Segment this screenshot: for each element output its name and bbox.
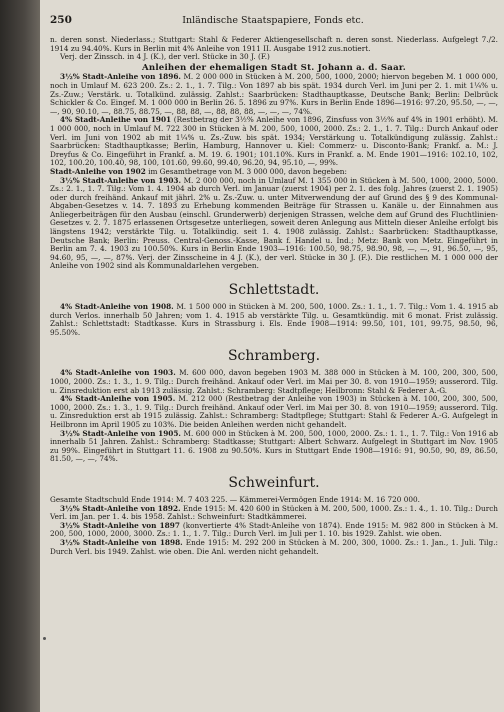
entry-text: (konvertierte 4% Stadt-Anleihe von 1874). Ende 1915: M. 982 800 in Stücken à M. 200, 500, 1000, 2000, 3000. Zs.: 1. 1., 1. 7. Tilg.: Durch Verl. im Juli per 1. 10. bis 1929. Zahlst. wie oben. [50,520,499,539]
entry-text: M. 2 000 000, noch in Umlauf M. 1 355 000 in Stücken à M. 500, 1000, 2000, 5000. Zs.: 2. 1., 1. 7. Tilg.: Vom 1. 4. 1904 ab durch Verl. im Januar (zuerst 1904) per 2. 1. des folg. Jahres (zuerst 2. 1. 1905) oder durch freihänd. Ankauf mit jährl. 2% u. Zs.-Zuw. u. unter Mitverwendung der auf Grund des § 9 des Kommunal-Abgaben-Gesetzes v. 14. 7. 1893 zu Erhebung kommenden Beiträge für Strassen u. Kanäle u. der Einnahmen aus Anliegerbeiträgen für den Ausbau (einschl. Grunderwerb) derjenigen Strassen, welche dem auf Grund des Fluchtlinien-Gesetzes v. 2. 7. 1875 erlassenen Ortsgesetze unterliegen, soweit deren Anlegung aus Mitteln dieser Anleihe erfolgt bis längstens 1942; verstärkte Tilg. u. Totalkündig. seit 1. 4. 1908 zulässig. Zahlst.: Saarbrücken: Stadthauptkasse, Deutsche Bank; Berlin: Preuss. Central-Genoss.-Kasse, Bank f. Handel u. Ind.; Metz: Bank von Metz. Eingeführt in Berlin am 7. 4. 1903 zu 100.50%. Kurs in Berlin Ende 1903—1916: 100.50, 98.75, 98.90, 98, —, —, 91, 96.50, —, 95, 94.60, 95, —, —, 87%. Verj. der Zinsscheine in 4 J. (K.), der verl. Stücke in 30 J. (F.). Die restlichen M. 1 000 000 der Anleihe von 1902 sind als Kommunaldarlehen vergeben. [50,175,498,271]
entry-text: M. 2 000 000 in Stücken à M. 200, 500, 1000, 2000; hiervon begeben M. 1 000 000, noch in Umlauf M. 623 200. Zs.: 2. 1., 1. 7. Tilg.: Von 1897 ab bis spät. 1934 durch Verl. im Juni per 2. 1. mit 1¼% u. Zs.-Zuw.; Verstärk. u. Totalkünd. zulässig. Zahlst.: Saarbrücken: Stadthauptkasse, Deutsche Bank; Berlin: Delbrück Schickler & Co. Eingef. M. 1 000 000 in Berlin 26. 5. 1896 zu 97%. Kurs in Berlin Ende 1896—1916: 97.20, 95.50, —, —, —, 90, 90.10, —, 88.75, 88.75, —, 88, 88, —, 88, 88, 88, —, —, —, 74%. [50,72,498,116]
page-speck [43,637,46,640]
section-heading: Anleihen der ehemaligen Stadt St. Johann a. d. Saar. [142,62,406,73]
loan-entry [50,116,498,168]
city-heading: Schramberg. [227,348,321,365]
entry-text: Gesamte Stadtschuld Ende 1914: M. 7 403 225. — Kämmerei-Vermögen Ende 1914: M. 16 720 000. [50,494,421,504]
book-spine [0,0,40,712]
page-number: 250 [50,14,72,26]
page-header [50,14,496,28]
entry-title: 4% Stadt-Anleihe von 1905. [60,394,176,404]
loan-entry [50,395,498,429]
entry-title: 3½% Stadt-Anleihe von 1897 [60,520,180,530]
loan-entry [50,303,498,337]
entry-text: (Restbetrag der 3½% Anleihe von 1896, Zinsfuss von 3½% auf 4% in 1901 erhöht). M. 1 000 000, noch in Umlauf M. 722 300 in Stücken à M. 200, 500, 1000, 2000. Zs.: 2. 1., 1. 7. Tilg.: Durch Ankauf oder Verl. im Juni von 1902 ab mit 1¼% u. Zs.-Zuw. bis spät. 1934; Verstärkung u. Totalkündigung zulässig. Zahlst.: Saarbrücken: Stadthauptkasse; Berlin, Hamburg, Hannover u. Kiel: Commerz- u. Disconto-Bank; Frankf. a. M.: J. Dreyfus & Co. Eingeführt in Frankf. a. M. 19. 6. 1901; 101.10%. Kurs in Frankf. a. M. Ende 1901—1916: 102.10, 102, 102, 100.20, 100.40, 98, 100, 101.60, 99.60, 99.40, 96.20, 94, 95.10, —, 99%. [50,115,498,168]
entry-text: M. 600 000 in Stücken à M. 200, 500, 1000, 2000. Zs.: 1. 1., 1. 7. Tilg.: Von 1916 ab innerhalb 51 Jahren. Zahlst.: Schramberg: Stadtkasse; Stuttgart: Albert Schwarz. Aufgelegt in Stuttgart im Nov. 1905 zu 99%. Eingeführt in Stuttgart 11. 6. 1908 zu 90.50%. Kurs in Stuttgart Ende 1908—1916: 91, 90.50, 90, 89, 86.50, 81.50, —, —, 74%. [50,428,498,464]
loan-entry [50,177,498,272]
intro-paragraph: n. deren sonst. Niederlass.; Stuttgart: Stahl & Federer Aktiengesellschaft n. deren sonst. Niederlass. Aufgelegt 7./2. 1914 zu 94.40%. Kurs in Berlin mit 4% Anleihe von 1911 II. Ausgabe 1912 zus.notiert. [50,35,498,53]
entry-title: 3½% Stadt-Anleihe von 1892. [60,503,181,513]
entry-title: Stadt-Anleihe von 1902 [50,166,146,176]
loan-entry [50,522,498,539]
entry-title: 3½% Stadt-Anleihe von 1896. [60,72,181,82]
entry-title: 3½% Stadt-Anleihe von 1898. [60,537,183,547]
loan-entry [50,430,498,464]
loan-entry [50,539,498,556]
loan-entry [50,369,498,395]
entry-text: M. 212 000 (Restbetrag der Anleihe von 1903) in Stücken à M. 100, 200, 300, 500, 1000, 2000. Zs.: 1. 3., 1. 9. Tilg.: Durch freihänd. Ankauf oder Verl. im Mai per 30. 8. von 1910—1959; ausserord. Tilg. u. Zinsreduktion erst ab 1915 zulässig. Zahlst.: Schramberg: Stadtpflege; Stuttgart: Stahl & Federer A.-G. Aufgelegt in Heilbronn im April 1905 zu 103%. Die beiden Anleihen werden nicht gehandelt. [50,394,498,429]
document-page [40,0,504,712]
entry-title: 4% Stadt-Anleihe von 1908. [60,302,174,312]
city-heading: Schweinfurt. [228,474,320,491]
entry-text: M. 1 500 000 in Stücken à M. 200, 500, 1000. Zs.: 1. 1., 1. 7. Tilg.: Vom 1. 4. 1915 ab durch Verlos. innerhalb 50 Jahren; vom 1. 4. 1915 ab verstärkte Tilg. u. Gesamtkündig. mit 6 monat. Frist zulässig. Zahlst.: Schlettstadt: Stadtkasse. Kurs in Strassburg i. Els. Ende 1908—1914: 99.50, 101, 101, 99.75, 98.50, 96, 95.50%. [50,302,498,337]
entry-title: 3½% Stadt-Anleihe von 1905. [60,428,181,438]
entry-title: 3½% Stadt-Anleihe von 1903. [60,175,182,185]
entry-text: im Gesamtbetrage von M. 3 000 000, davon begeben: [148,166,347,176]
entry-title: 4% Stadt-Anleihe von 1903. [60,368,176,378]
loan-entry [50,505,498,522]
entry-text: Ende 1915: M. 292 200 in Stücken à M. 200, 300, 1000. Zs.: 1. Jan., 1. Juli. Tilg.: Durch Verl. bis 1949. Zahlst. wie oben. Die Anl. werden nicht gehandelt. [50,537,499,556]
loan-entry [50,73,498,116]
entry-title: 4% Stadt-Anleihe von 1901 [60,115,172,125]
running-title: Inländische Staatspapiere, Fonds etc. [182,15,364,26]
entry-text: M. 600 000, davon begeben 1903 M. 388 000 in Stücken à M. 100, 200, 300, 500, 1000, 2000. Zs.: 1. 3., 1. 9. Tilg.: Durch freihänd. Ankauf oder Verl. im Mai per 30. 8. von 1910—1959; ausserord. Tilg. u. Zinsreduktion erst ab 1913 zulässig. Zahlst.: Schramberg: Stadtpflege; Heilbronn: Stahl & Federer A.-G. [50,368,499,395]
city-sections [50,282,498,556]
st-johann-entries [50,73,498,271]
entry-text: Ende 1915: M. 420 600 in Stücken à M. 200, 500, 1000. Zs.: 1. 4., 1. 10. Tilg.: Durch Verl. im Jan. per 1. 4. bis 1958. Zahlst.: Schweinfurt: Stadtkämmerei. [50,503,498,522]
intro-paragraph: Verj. der Zinssch. in 4 J. (K.), der verl. Stücke in 30 J. (F.) [60,52,270,62]
page-body [50,36,498,556]
city-heading: Schlettstadt. [228,282,320,299]
